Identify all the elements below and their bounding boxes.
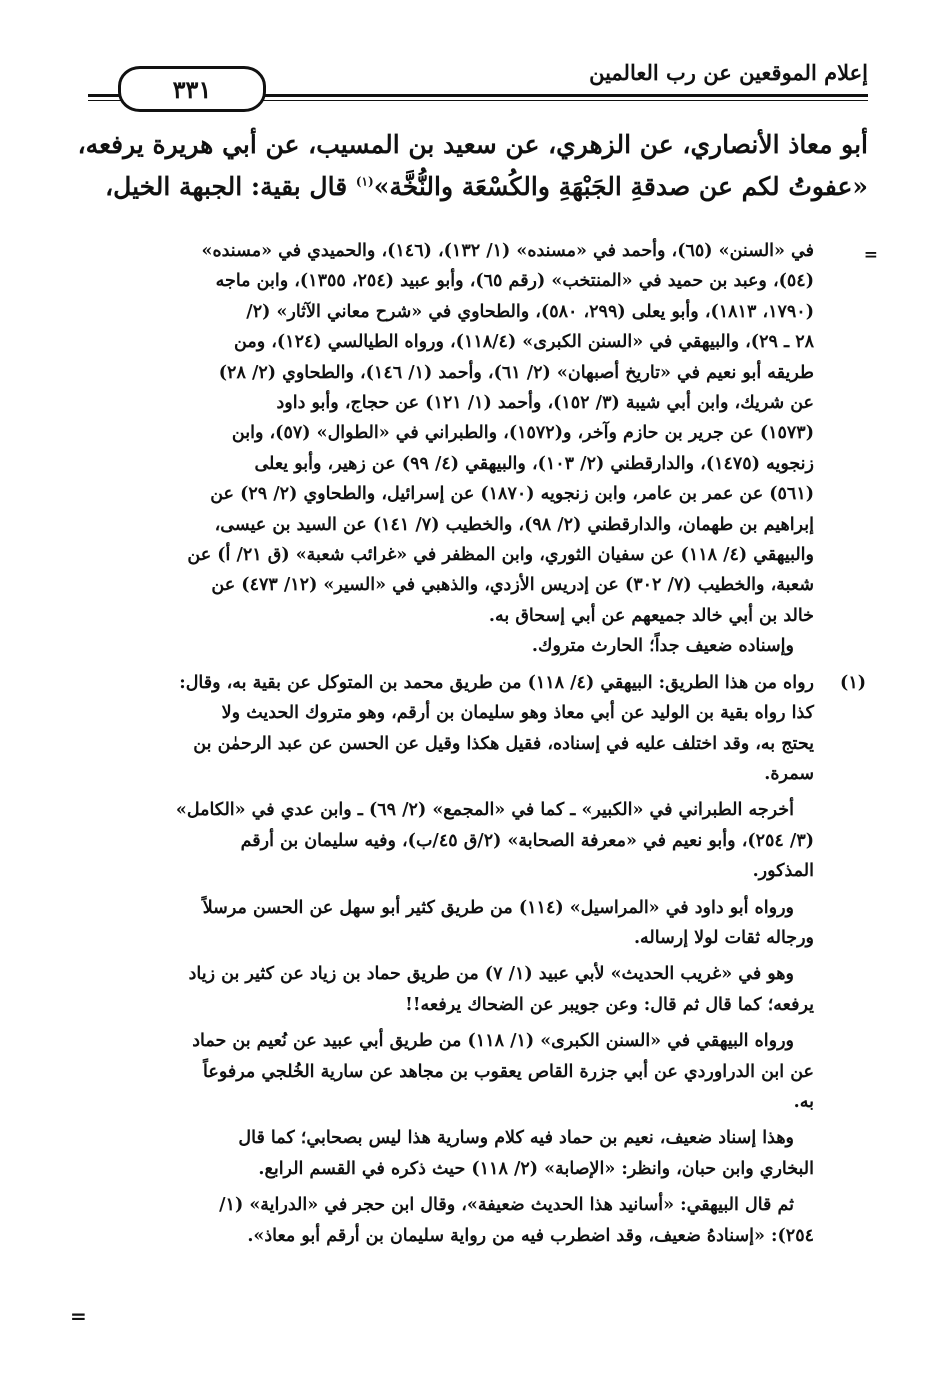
footnote-line: (١٥٧٣) عن جرير بن حازم وآخر، و(١٥٧٢)، والطبراني في «الطوال» (٥٧)، وابن [231, 423, 814, 444]
footnote-line: ثم قال البيهقي: «أسانيد هذا الحديث ضعيفة»، وقال ابن حجر في «الدراية» (١/ [219, 1195, 794, 1216]
footnote-line: وهذا إسناد ضعيف، نعيم بن حماد فيه كلام وسارية هذا ليس بصحابي؛ كما قال [238, 1128, 794, 1149]
footnote-line: زنجويه (١٤٧٥)، والدارقطني (٢/ ١٠٣)، والبيهقي (٤/ ٩٩) عن زهير، وأبو يعلى [254, 453, 814, 474]
footnote-line: ٢٨ ـ ٢٩)، والبيهقي في «السنن الكبرى» (١١٨/٤)، ورواه الطيالسي (١٢٤)، ومن [234, 332, 814, 353]
footnote-line: المذكور. [752, 861, 814, 882]
continuation-lines [92, 236, 868, 631]
footnote-paragraph [92, 893, 814, 954]
footnote-line: (٥٦١) عن عمر بن عامر، وابن زنجويه (١٨٧٠) عن إسرائيل، والطحاوي (٢/ ٢٩) عن [210, 484, 814, 505]
main-line [92, 166, 868, 208]
footnotes [92, 236, 878, 1251]
footnote-continuation [92, 236, 878, 662]
main-line-end: قال بقية: الجبهة الخيل، [105, 172, 356, 201]
footnote-number: (١) [840, 672, 866, 693]
footnote-line: شعبة، والخطيب (٧/ ٣٠٢) عن إدريس الأزدي، والذهبي في «السير» (١٢/ ٤٧٣) عن [211, 575, 814, 596]
footnote-line: في «السنن» (٦٥)، وأحمد في «مسنده» (١/ ١٣٢)، (١٤٦)، والحميدي في «مسنده» [201, 241, 814, 261]
footnote-line: سمرة. [764, 763, 814, 784]
footnote-line: طريقه أبو نعيم في «تاريخ أصبهان» (٢/ ٦١)، وأحمد (١/ ١٤٦)، والطحاوي (٢/ ٢٨) [218, 362, 814, 383]
footnote-line: ورواه البيهقي في «السنن الكبرى» (١/ ١١٨) من طريق أبي عبيد عن نُعيم بن حماد [192, 1031, 794, 1052]
footnote-line: وإسناده ضعيف جداً؛ الحارث متروك. [531, 636, 794, 657]
footnote-paragraph [92, 668, 814, 790]
footnote-line: كذا رواه بقية بن الوليد عن أبي معاذ وهو سليمان بن أرقم، وهو متروك الحديث ولا [221, 703, 814, 724]
footnote-paragraph [92, 1190, 814, 1251]
continuation-mark-end: = [70, 1304, 87, 1328]
footnote-line: يحتج به، وقد اختلف عليه في إسناده، فقيل هكذا وقيل عن الحسن عن عبد الرحمٰن بن [193, 733, 814, 754]
footnote-line: إبراهيم بن طهمان، والدارقطني (٢/ ٩٨)، والخطيب (٧/ ١٤١) عن السيد بن عيسى، [214, 514, 814, 535]
continuation-mark: = [863, 245, 878, 265]
footnote-line: (١٧٩٠، ١٨١٣)، وأبو يعلى (٢٩٩، ٥٨٠)، والطحاوي في «شرح معاني الآثار» (٢/ [246, 301, 814, 322]
footnote-paragraph [92, 1026, 814, 1117]
footnote-paragraph [92, 795, 814, 886]
footnote-paragraph [92, 959, 814, 1020]
footnote-ref: (١) [355, 174, 374, 189]
footnote-line: البخاري وابن حبان، وانظر: «الإصابة» (٢/ ١١٨) حيث ذكره في القسم الرابع. [258, 1158, 814, 1179]
footnote-1 [92, 668, 868, 1251]
page-header [88, 52, 868, 112]
main-line: أبو معاذ الأنصاري، عن الزهري، عن سعيد بن المسيب، عن أبي هريرة يرفعه، [77, 130, 868, 159]
footnote-line: أخرجه الطبراني في «الكبير» ـ كما في «المجمع» (٢/ ٦٩) ـ وابن عدي في «الكامل» [175, 800, 794, 821]
main-text [77, 124, 868, 208]
running-title: إعلام الموقعين عن رب العالمين [589, 60, 868, 85]
footnote-line: عن ابن الدراوردي عن أبي جزرة القاص يعقوب بن مجاهد عن سارية الخُلجي مرفوعاً [203, 1061, 814, 1082]
footnote-line: (٣/ ٢٥٤)، وأبو نعيم في «معرفة الصحابة» (٢/ق ٤٥/ب)، وفيه سليمان بن أرقم [240, 830, 814, 851]
footnote-line: عن شريك، وابن أبي شيبة (٣/ ١٥٢)، وأحمد (١/ ١٢١) عن حجاج، وأبو داود [276, 393, 814, 414]
page-number-badge: ٣٣١ [118, 66, 266, 112]
footnote-line: رواه من هذا الطريق: البيهقي (٤/ ١١٨) من طريق محمد بن المتوكل عن بقية به، وقال: [179, 672, 814, 693]
footnote-line: (٥٤)، وعبد بن حميد في «المنتخب» (رقم ٦٥)، وأبو عبيد (٢٥٤، ١٣٥٥)، وابن ماجه [215, 271, 814, 292]
footnote-line: ورواه أبو داود في «المراسيل» (١١٤) من طريق كثير أبو سهل عن الحسن مرسلاً [202, 897, 794, 918]
hadith-quote: «عفوتُ لكم عن صدقةِ الجَبْهَةِ والكُسْعَة والنُّخَّة» [373, 172, 868, 201]
footnote-line: خالد بن أبي خالد جميعهم عن أبي إسحاق به. [488, 605, 814, 626]
footnote-line: ورجاله ثقات لولا إرساله. [633, 927, 814, 948]
footnote-line: يرفعه؛ كما قال ثم قال: وعن جويبر عن الضحاك يرفعه!! [405, 994, 814, 1015]
footnote-line: ٢٥٤): «إسنادهُ ضعيف، وقد اضطرب فيه من رواية سليمان بن أرقم أبو معاذ». [247, 1225, 814, 1246]
footnote-line: وهو في «غريب الحديث» لأبي عبيد (١/ ٧) من طريق حماد بن زياد عن كثير بن زياد [188, 964, 794, 985]
footnote-line: به. [793, 1091, 814, 1112]
footnote-paragraph [92, 1123, 814, 1184]
footnote-line: والبيهقي (٤/ ١١٨) عن سفيان الثوري، وابن المظفر في «غرائب شعبة» (ق ٢١/ أ) عن [187, 545, 814, 566]
footnote-1-paragraphs [92, 668, 868, 1251]
